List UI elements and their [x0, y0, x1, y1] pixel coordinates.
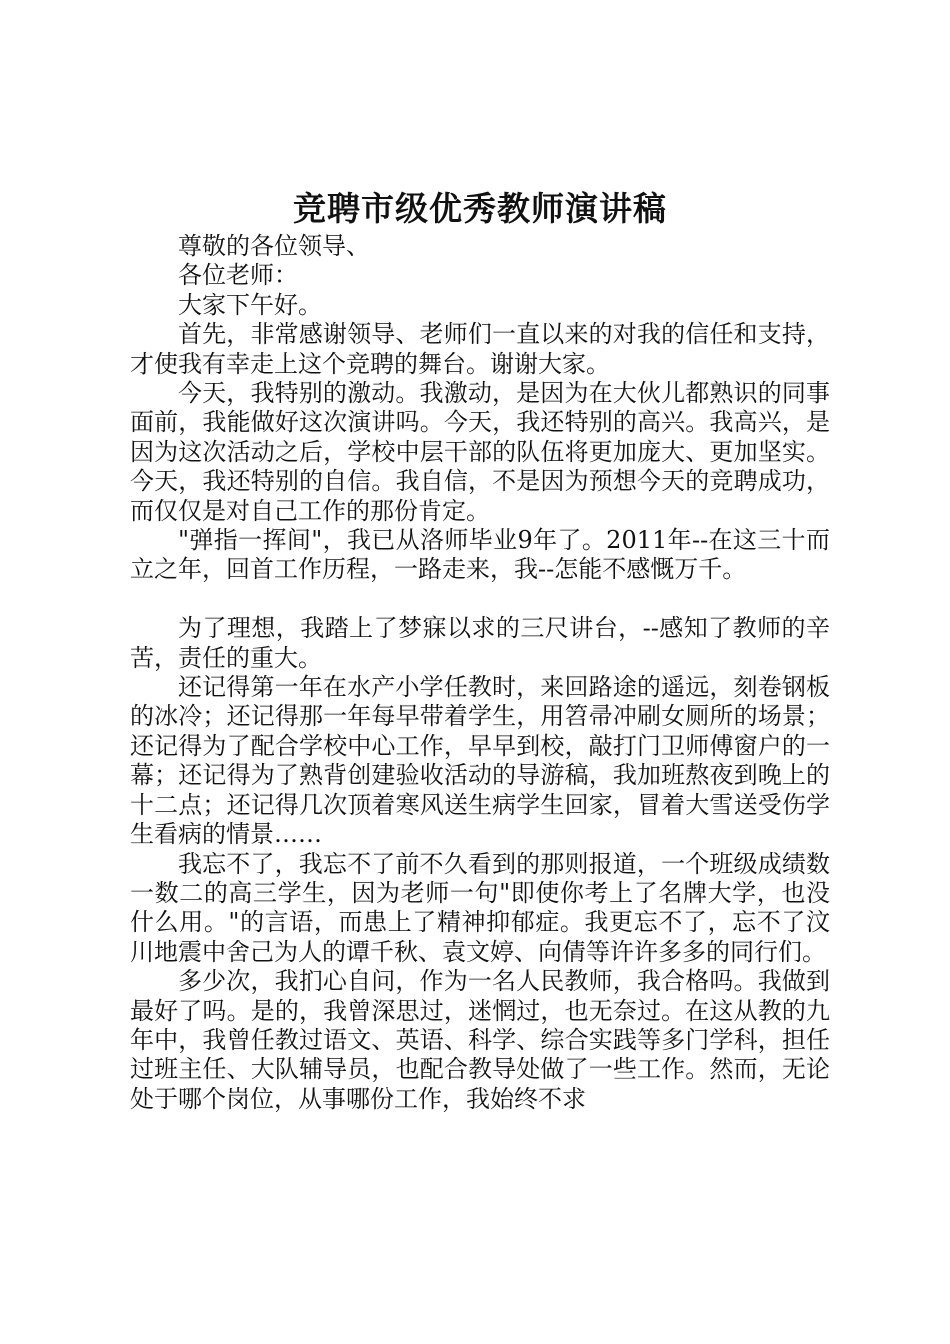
paragraph-greeting: 大家下午好。: [178, 290, 322, 319]
paragraph-salutation-teachers: 各位老师：: [178, 261, 298, 290]
paragraph-thanks: 首先，非常感谢领导、老师们一直以来的对我的信任和支持，才使我有幸走上这个竞聘的舞台。谢谢大家。: [130, 320, 830, 378]
document-body: [130, 232, 830, 1114]
paragraph-memories: 还记得第一年在水产小学任教时，来回路途的遥远，刻卷钢板的冰冷；还记得那一年每早带着学生，用笤帚冲刷女厕所的场景；还记得为了配合学校中心工作，早早到校，敲打门卫师傅窗户的一幕；还记得为了熟背创建验收活动的导游稿，我加班熬夜到晚上的十二点；还记得几次顶着寒风送生病学生回家，冒着大雪送受伤学生看病的情景……: [130, 673, 830, 849]
paragraph-cannot-forget: 我忘不了，我忘不了前不久看到的那则报道，一个班级成绩数一数二的高三学生，因为老师一句"即使你考上了名牌大学，也没什么用。"的言语，而患上了精神抑郁症。我更忘不了，忘不了汶川地震中舍己为人的谭千秋、袁文婷、向倩等许许多多的同行们。: [130, 849, 830, 966]
paragraph-salutation-leaders: 尊敬的各位领导、: [178, 232, 370, 260]
paragraph-nine-years: "弹指一挥间"，我已从洛师毕业9年了。2011年--在这三十而立之年，回首工作历程，一路走来，我--怎能不感慨万千。: [130, 526, 830, 584]
paragraph-self-reflection: 多少次，我扪心自问，作为一名人民教师，我合格吗。我做到最好了吗。是的，我曾深思过，迷惘过，也无奈过。在这从教的九年中，我曾任教过语文、英语、科学、综合实践等多门学科，担任过班主任、大队辅导员，也配合教导处做了一些工作。然而，无论处于哪个岗位，从事哪份工作，我始终不求: [130, 967, 830, 1113]
document-title: 竞聘市级优秀教师演讲稿: [293, 189, 667, 228]
paragraph-ideal: 为了理想，我踏上了梦寐以求的三尺讲台，--感知了教师的辛苦，责任的重大。: [130, 614, 830, 672]
paragraph-today: 今天，我特别的激动。我激动，是因为在大伙儿都熟识的同事面前，我能做好这次演讲吗。今天，我还特别的高兴。我高兴，是因为这次活动之后，学校中层干部的队伍将更加庞大、更加坚实。今天，我还特别的自信。我自信，不是因为预想今天的竞聘成功，而仅仅是对自己工作的那份肯定。: [130, 379, 830, 525]
